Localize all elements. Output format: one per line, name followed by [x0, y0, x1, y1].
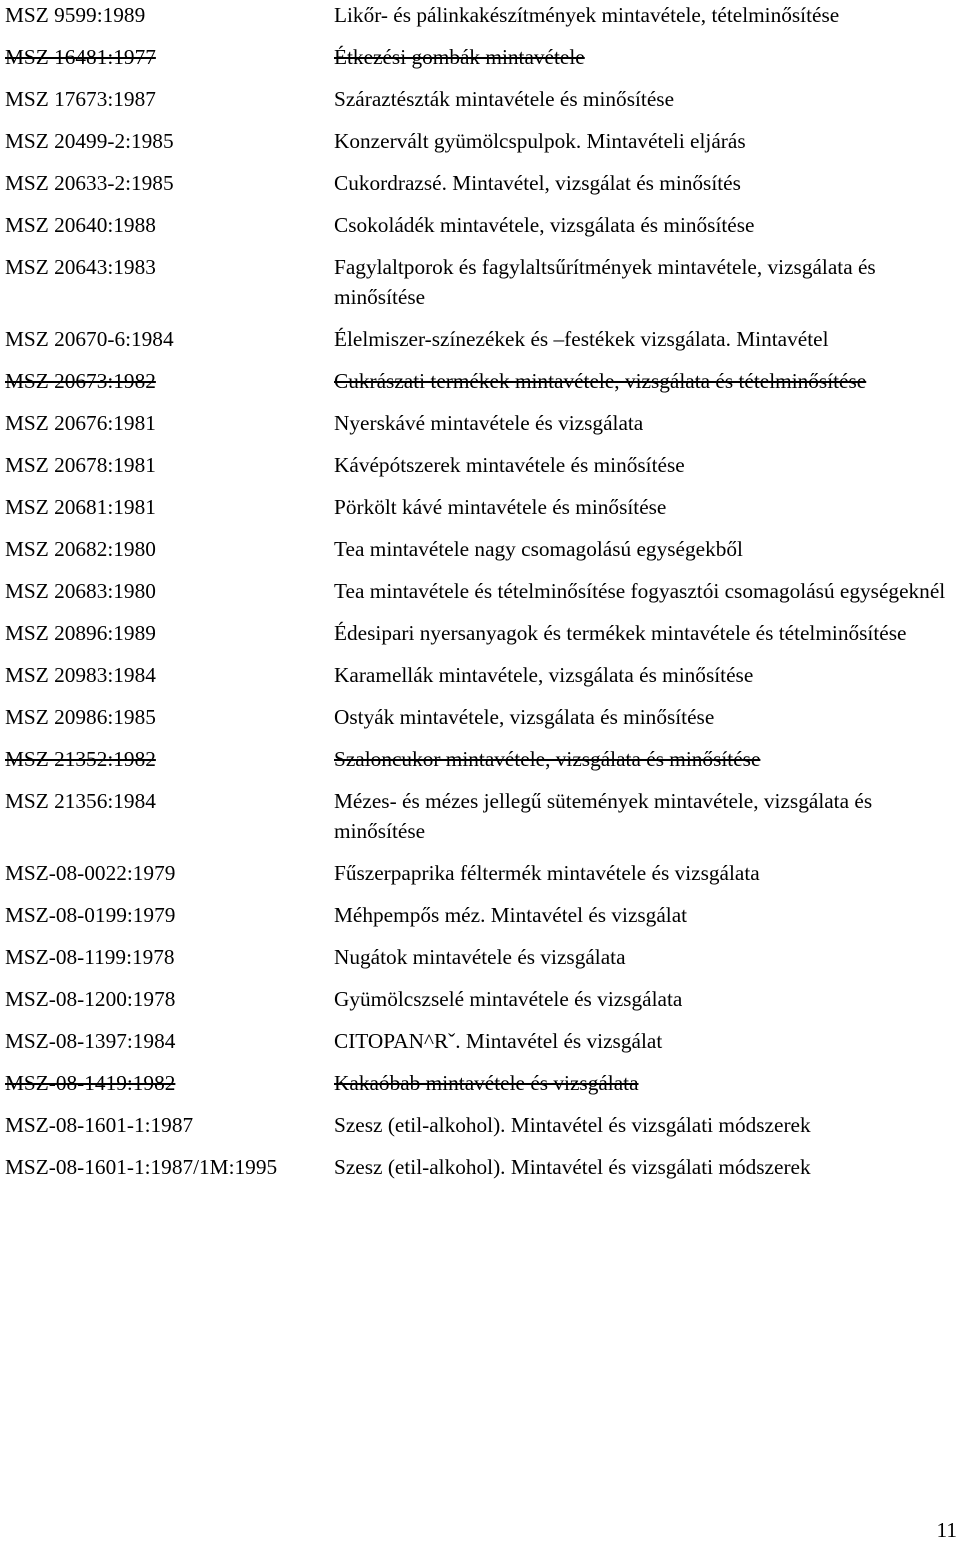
standard-title: CITOPAN^Rˇ. Mintavétel és vizsgálat: [334, 1029, 663, 1053]
standard-title: Fűszerpaprika féltermék mintavétele és vizsgálata: [334, 861, 760, 885]
standard-code: MSZ 20676:1981: [5, 411, 156, 435]
standard-row: [5, 744, 955, 786]
standards-body: [5, 0, 955, 1194]
standard-row: [5, 858, 955, 900]
standard-row: [5, 984, 955, 1026]
standard-title: Édesipari nyersanyagok és termékek mintavétele és tételminősítése: [334, 621, 907, 645]
standard-title: Cukrászati termékek mintavétele, vizsgálata és tételminősítése: [334, 369, 867, 393]
standard-code: MSZ 21352:1982: [5, 747, 156, 771]
standard-row: [5, 1152, 955, 1194]
standard-code: MSZ 20681:1981: [5, 495, 156, 519]
standard-title: Pörkölt kávé mintavétele és minősítése: [334, 495, 667, 519]
standard-code: MSZ 20986:1985: [5, 705, 156, 729]
standard-code: MSZ 20643:1983: [5, 255, 156, 279]
standard-title: Kávépótszerek mintavétele és minősítése: [334, 453, 685, 477]
standard-title: Likőr- és pálinkakészítmények mintavétele, tételminősítése: [334, 3, 840, 27]
standard-row: [5, 1068, 955, 1110]
standard-title: Fagylaltporok és fagylaltsűrítmények mintavétele, vizsgálata és minősítése: [334, 255, 876, 309]
standard-title: Tea mintavétele és tételminősítése fogyasztói csomagolású egységeknél: [334, 579, 946, 603]
standard-row: [5, 618, 955, 660]
standard-row: [5, 1026, 955, 1068]
standard-row: [5, 168, 955, 210]
standard-title: Nugátok mintavétele és vizsgálata: [334, 945, 626, 969]
standards-table: [5, 0, 955, 1194]
standard-code: MSZ 20682:1980: [5, 537, 156, 561]
standard-title: Mézes- és mézes jellegű sütemények mintavétele, vizsgálata és minősítése: [334, 789, 873, 843]
standard-code: MSZ-08-0022:1979: [5, 861, 176, 885]
standard-code: MSZ 20896:1989: [5, 621, 156, 645]
standard-code: MSZ-08-1199:1978: [5, 945, 175, 969]
standard-row: [5, 366, 955, 408]
standard-title: Csokoládék mintavétele, vizsgálata és minősítése: [334, 213, 755, 237]
standard-title: Száraztészták mintavétele és minősítése: [334, 87, 675, 111]
standard-title: Szesz (etil-alkohol). Mintavétel és vizsgálati módszerek: [334, 1113, 811, 1137]
standard-title: Étkezési gombák mintavétele: [334, 45, 585, 69]
standard-row: [5, 42, 955, 84]
standard-title: Kakaóbab mintavétele és vizsgálata: [334, 1071, 639, 1095]
standard-title: Szesz (etil-alkohol). Mintavétel és vizsgálati módszerek: [334, 1155, 811, 1179]
standard-row: [5, 84, 955, 126]
standard-code: MSZ 21356:1984: [5, 789, 156, 813]
standard-code: MSZ 20640:1988: [5, 213, 156, 237]
standard-code: MSZ 20983:1984: [5, 663, 156, 687]
standard-code: MSZ-08-1601-1:1987: [5, 1113, 194, 1137]
standard-code: MSZ-08-1397:1984: [5, 1029, 176, 1053]
page-number: 11: [936, 1518, 957, 1542]
standard-title: Karamellák mintavétele, vizsgálata és minősítése: [334, 663, 754, 687]
standard-code: MSZ 20678:1981: [5, 453, 156, 477]
standard-row: [5, 786, 955, 858]
standard-row: [5, 0, 955, 42]
standard-title: Nyerskávé mintavétele és vizsgálata: [334, 411, 644, 435]
standard-row: [5, 576, 955, 618]
standard-title: Ostyák mintavétele, vizsgálata és minősítése: [334, 705, 715, 729]
standard-row: [5, 252, 955, 324]
standard-code: MSZ-08-1200:1978: [5, 987, 176, 1011]
standard-title: Gyümölcszselé mintavétele és vizsgálata: [334, 987, 683, 1011]
standard-title: Élelmiszer-színezékek és –festékek vizsgálata. Mintavétel: [334, 327, 829, 351]
standard-title: Méhpempős méz. Mintavétel és vizsgálat: [334, 903, 688, 927]
standard-code: MSZ-08-1601-1:1987/1M:1995: [5, 1155, 278, 1179]
standard-code: MSZ 17673:1987: [5, 87, 156, 111]
standard-code: MSZ-08-0199:1979: [5, 903, 176, 927]
standard-title: Cukordrazsé. Mintavétel, vizsgálat és minősítés: [334, 171, 741, 195]
standard-code: MSZ 16481:1977: [5, 45, 156, 69]
standard-row: [5, 900, 955, 942]
standard-code: MSZ 20673:1982: [5, 369, 156, 393]
standard-row: [5, 660, 955, 702]
standard-row: [5, 492, 955, 534]
standard-row: [5, 534, 955, 576]
standard-code: MSZ 20499-2:1985: [5, 129, 174, 153]
standard-title: Konzervált gyümölcspulpok. Mintavételi eljárás: [334, 129, 746, 153]
standard-code: MSZ 20683:1980: [5, 579, 156, 603]
standard-title: Tea mintavétele nagy csomagolású egységekből: [334, 537, 743, 561]
standard-row: [5, 702, 955, 744]
standard-code: MSZ 20670-6:1984: [5, 327, 174, 351]
standard-code: MSZ 9599:1989: [5, 3, 146, 27]
standard-row: [5, 942, 955, 984]
standard-row: [5, 126, 955, 168]
standard-row: [5, 408, 955, 450]
standard-code: MSZ 20633-2:1985: [5, 171, 174, 195]
standard-row: [5, 324, 955, 366]
standard-row: [5, 210, 955, 252]
standard-row: [5, 1110, 955, 1152]
standard-row: [5, 450, 955, 492]
standard-code: MSZ-08-1419:1982: [5, 1071, 176, 1095]
standard-title: Szaloncukor mintavétele, vizsgálata és minősítése: [334, 747, 761, 771]
